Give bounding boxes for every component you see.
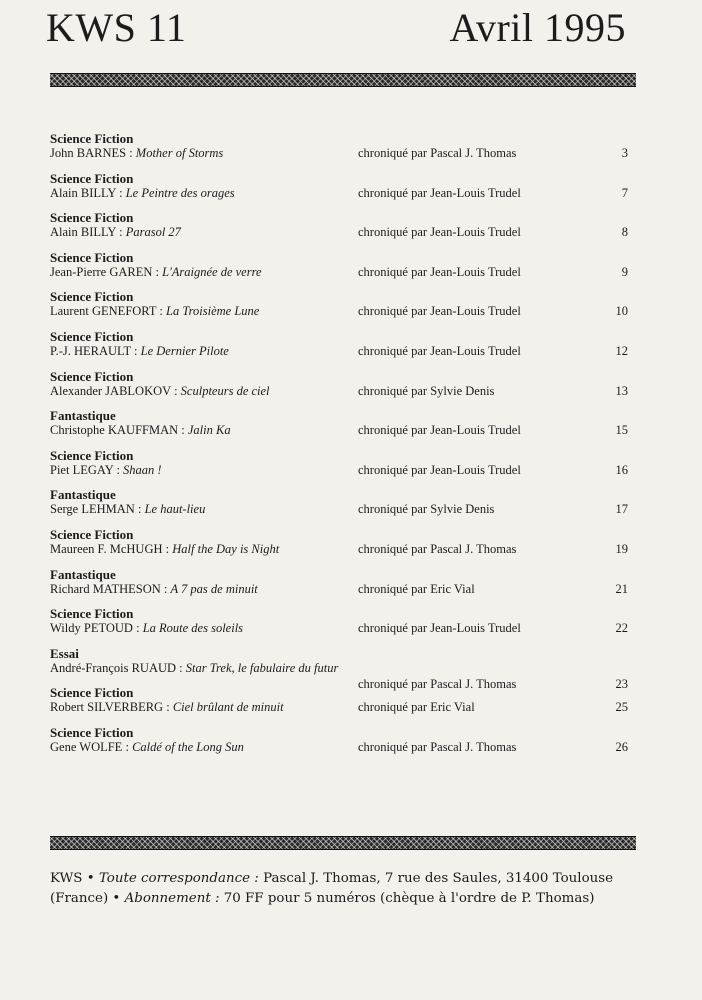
entry-page-number: 13 <box>615 383 628 398</box>
entry-reviewer: chroniqué par Jean-Louis Trudel <box>358 264 521 279</box>
issue-date: Avril 1995 <box>449 5 626 50</box>
toc-entry <box>50 449 636 489</box>
toc-entry <box>50 686 636 726</box>
entry-genre: Essai <box>50 645 79 661</box>
footer-info <box>50 869 650 909</box>
entry-page-number: 3 <box>621 146 628 160</box>
entry-genre: Science Fiction <box>50 249 134 265</box>
entry-title: Half the Day is Night <box>172 541 280 556</box>
table-of-contents <box>50 132 636 766</box>
entry-page-number: 9 <box>621 264 628 279</box>
toc-entry <box>50 488 636 528</box>
entry-genre: Science Fiction <box>50 447 134 463</box>
entry-title: A 7 pas de minuit <box>170 581 258 596</box>
entry-book: Jean-Pierre GAREN : L'Araignée de verre <box>50 264 262 279</box>
entry-page-number: 16 <box>615 462 628 477</box>
entry-page-number: 7 <box>621 185 628 200</box>
entry-reviewer: chroniqué par Eric Vial <box>358 581 475 596</box>
entry-title: Le Dernier Pilote <box>140 343 229 358</box>
toc-entry <box>50 290 636 330</box>
entry-page-number: 25 <box>615 700 628 715</box>
entry-page-number: 21 <box>615 581 628 596</box>
entry-title: Le haut-lieu <box>144 502 206 517</box>
entry-genre: Science Fiction <box>50 685 134 701</box>
entry-author: Wildy PETOUD <box>50 621 133 636</box>
entry-reviewer: chroniqué par Pascal J. Thomas <box>358 146 517 160</box>
entry-page-number: 8 <box>621 225 628 240</box>
entry-title: Caldé of the Long Sun <box>132 739 244 754</box>
entry-reviewer: chroniqué par Jean-Louis Trudel <box>358 621 521 636</box>
entry-title: La Troisième Lune <box>166 304 260 319</box>
entry-author: Alain BILLY <box>50 225 116 240</box>
entry-author: Serge LEHMAN <box>50 502 135 517</box>
entry-book: Alexander JABLOKOV : Sculpteurs de ciel <box>50 383 270 398</box>
entry-book: Piet LEGAY : Shaan ! <box>50 462 162 477</box>
entry-title: Mother of Storms <box>135 146 224 160</box>
toc-entry <box>50 645 636 691</box>
entry-author: Robert SILVERBERG <box>50 700 164 715</box>
entry-author: Piet LEGAY <box>50 462 114 477</box>
entry-author: Maureen F. McHUGH <box>50 541 163 556</box>
footer-line-2: (France) • Abonnement : 70 FF pour 5 numéros (chèque à l'ordre de P. Thomas) <box>50 891 595 906</box>
entry-genre: Fantastique <box>50 408 116 424</box>
entry-page-number: 26 <box>615 739 628 754</box>
entry-book: André-François RUAUD : Star Trek, le fabulaire du futur <box>50 660 339 675</box>
entry-title: Shaan ! <box>123 462 162 477</box>
entry-genre: Science Fiction <box>50 170 134 186</box>
entry-author: Laurent GENEFORT <box>50 304 157 319</box>
entry-genre: Science Fiction <box>50 289 134 305</box>
entry-title: Star Trek, le fabulaire du futur <box>185 660 339 675</box>
toc-entry <box>50 726 636 766</box>
bottom-divider <box>50 836 636 850</box>
entry-genre: Science Fiction <box>50 368 134 384</box>
entry-book: Robert SILVERBERG : Ciel brûlant de minuit <box>50 700 284 715</box>
entry-reviewer: chroniqué par Jean-Louis Trudel <box>358 304 521 319</box>
entry-reviewer: chroniqué par Sylvie Denis <box>358 383 495 398</box>
entry-author: André-François RUAUD <box>50 660 177 675</box>
entry-page-number: 17 <box>615 502 628 517</box>
toc-entry <box>50 607 636 647</box>
toc-entry <box>50 251 636 291</box>
entry-author: Christophe KAUFFMAN <box>50 423 179 438</box>
entry-reviewer: chroniqué par Jean-Louis Trudel <box>358 225 521 240</box>
entry-page-number: 19 <box>615 541 628 556</box>
entry-genre: Fantastique <box>50 566 116 582</box>
entry-author: John BARNES <box>50 146 127 160</box>
entry-reviewer: chroniqué par Pascal J. Thomas <box>358 739 517 754</box>
entry-reviewer: chroniqué par Sylvie Denis <box>358 502 495 517</box>
entry-book: Wildy PETOUD : La Route des soleils <box>50 621 244 636</box>
toc-entry <box>50 132 636 172</box>
toc-entry <box>50 172 636 212</box>
entry-book: Alain BILLY : Le Peintre des orages <box>50 185 235 200</box>
entry-author: P.-J. HERAULT <box>50 343 131 358</box>
entry-page-number: 12 <box>615 343 628 358</box>
entry-genre: Science Fiction <box>50 606 134 622</box>
entry-author: Gene WOLFE <box>50 739 123 754</box>
entry-book: Alain BILLY : Parasol 27 <box>50 225 181 240</box>
entry-author: Alexander JABLOKOV <box>50 383 171 398</box>
entry-page-number: 10 <box>615 304 628 319</box>
entry-author: Alain BILLY <box>50 185 116 200</box>
magazine-issue-title: KWS 11 <box>46 5 187 50</box>
entry-book: Maureen F. McHUGH : Half the Day is Night <box>50 541 280 556</box>
entry-title: L'Araignée de verre <box>162 264 262 279</box>
entry-page-number: 23 <box>615 676 628 691</box>
toc-entry <box>50 528 636 568</box>
entry-book: Laurent GENEFORT : La Troisième Lune <box>50 304 260 319</box>
entry-author: Richard MATHESON <box>50 581 161 596</box>
entry-page-number: 15 <box>615 423 628 438</box>
entry-genre: Fantastique <box>50 487 116 503</box>
entry-reviewer: chroniqué par Pascal J. Thomas <box>358 541 517 556</box>
footer-line-1: KWS • Toute correspondance : Pascal J. Thomas, 7 rue des Saules, 31400 Toulouse <box>50 871 614 886</box>
toc-entry <box>50 211 636 251</box>
entry-book: Serge LEHMAN : Le haut-lieu <box>50 502 206 517</box>
entry-title: Jalin Ka <box>187 423 231 438</box>
toc-entry <box>50 568 636 608</box>
entry-reviewer: chroniqué par Jean-Louis Trudel <box>358 423 521 438</box>
entry-title: Sculpteurs de ciel <box>180 383 270 398</box>
entry-title: Ciel brûlant de minuit <box>172 700 284 715</box>
entry-book: P.-J. HERAULT : Le Dernier Pilote <box>50 343 229 358</box>
top-divider <box>50 73 636 87</box>
entry-book: Richard MATHESON : A 7 pas de minuit <box>50 581 258 596</box>
entry-genre: Science Fiction <box>50 328 134 344</box>
entry-genre: Science Fiction <box>50 210 134 226</box>
entry-title: Parasol 27 <box>125 225 181 240</box>
entry-book: Gene WOLFE : Caldé of the Long Sun <box>50 739 244 754</box>
entry-reviewer: chroniqué par Eric Vial <box>358 700 475 715</box>
entry-book: Christophe KAUFFMAN : Jalin Ka <box>50 423 231 438</box>
toc-entry <box>50 330 636 370</box>
entry-reviewer: chroniqué par Jean-Louis Trudel <box>358 185 521 200</box>
entry-genre: Science Fiction <box>50 724 134 740</box>
entry-genre: Science Fiction <box>50 526 134 542</box>
entry-reviewer: chroniqué par Pascal J. Thomas <box>358 676 517 691</box>
toc-entry <box>50 370 636 410</box>
entry-book: John BARNES : Mother of Storms <box>50 146 224 160</box>
entry-title: La Route des soleils <box>142 621 244 636</box>
entry-title: Le Peintre des orages <box>125 185 235 200</box>
entry-reviewer: chroniqué par Jean-Louis Trudel <box>358 462 521 477</box>
entry-genre: Science Fiction <box>50 131 134 146</box>
entry-page-number: 22 <box>615 621 628 636</box>
toc-entry <box>50 409 636 449</box>
entry-reviewer: chroniqué par Jean-Louis Trudel <box>358 343 521 358</box>
entry-author: Jean-Pierre GAREN <box>50 264 153 279</box>
